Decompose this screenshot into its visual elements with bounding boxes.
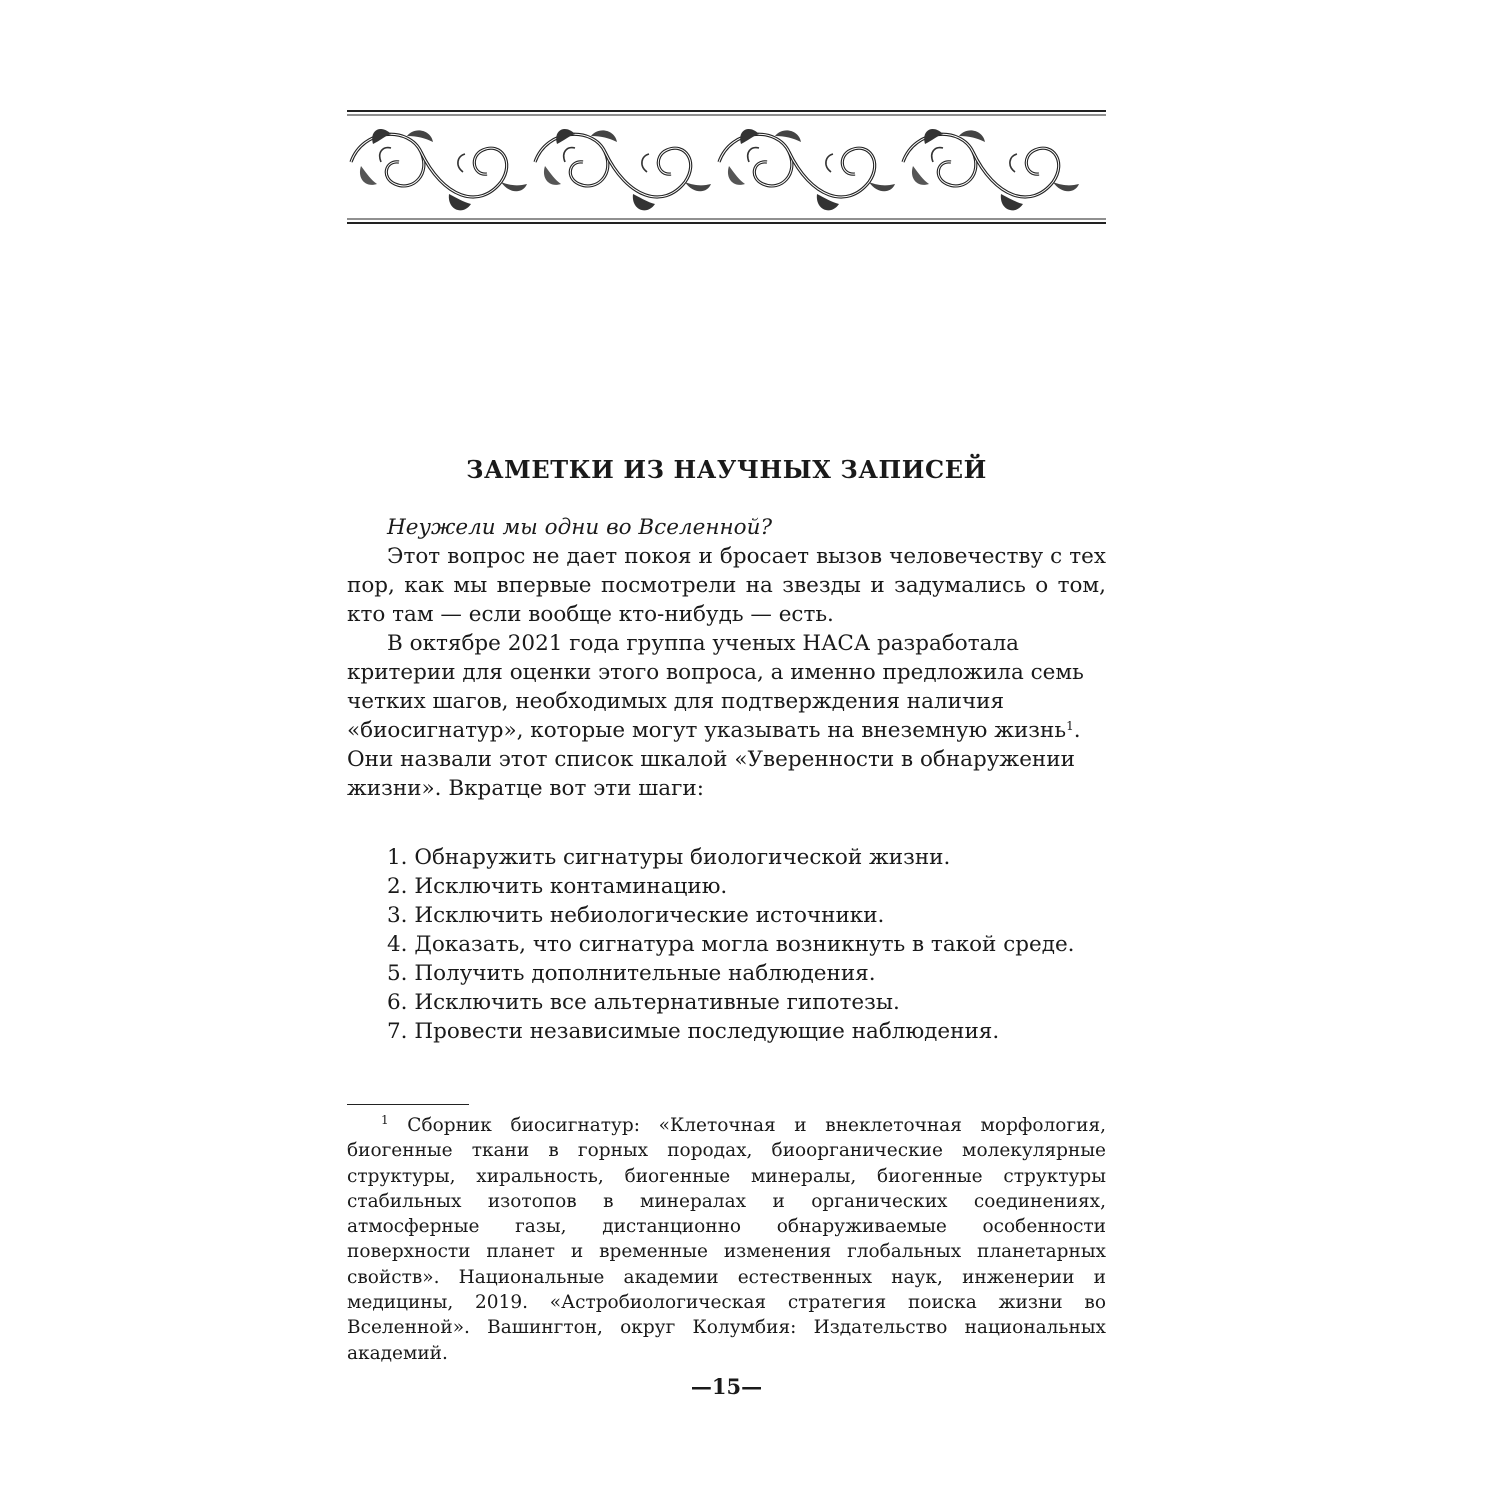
footnote-text: Сборник биосигнатур: «Клеточная и внеклеточная морфология, биогенные ткани в горных породах, биоорганические молекулярные структуры, хиральность, биогенные минералы, биогенные структуры стабильных изотопов в минералах и органических соединениях, атмосферные газы, дистанционно обнаруживаемые особенности поверхности планет и временные изменения глобальных планетарных свойств». Национальные академии естественных наук, инженерии и медицины, 2019. «Астробиологическая стратегия поиска жизни во Вселенной». Вашингтон, округ Колумбия: Издательство национальных академий. — [347, 1115, 1106, 1364]
footnote-paragraph — [347, 1113, 1106, 1366]
list-item: 2. Исключить контаминацию. — [387, 874, 728, 899]
list-item: 4. Доказать, что сигнатура могла возникнуть в такой среде. — [387, 932, 1075, 957]
opening-question: Неужели мы одни во Вселенной? — [387, 515, 772, 540]
list-item: 1. Обнаружить сигнатуры биологической жизни. — [387, 845, 951, 870]
footnote-reference: 1 — [1066, 719, 1074, 733]
paragraph-1: Этот вопрос не дает покоя и бросает вызов человечеству с тех пор, как мы впервые посмотрели на звезды и задумались о том, кто там — если вообще кто-нибудь — есть. — [347, 544, 1106, 627]
list-item: 5. Получить дополнительные наблюдения. — [387, 961, 876, 986]
footnote-divider — [347, 1104, 469, 1105]
paragraph-2-part-1: В октябре 2021 года группа ученых НАСА разработала критерии для оценки этого вопроса, а именно предложила семь четких шагов, необходимых для подтверждения наличия «биосигнатур», которые могут указывать на внеземную жизнь — [347, 631, 1084, 743]
ornament-header-icon — [347, 108, 1106, 226]
page-number: —15— — [690, 1374, 763, 1399]
footnote-marker: 1 — [381, 1113, 389, 1127]
footnote — [347, 1113, 1106, 1366]
list-item: 7. Провести независимые последующие наблюдения. — [387, 1019, 1000, 1044]
paragraph-2-part-2: . Они назвали этот список шкалой «Уверенности в обнаружении жизни». Вкратце вот эти шаги: — [347, 718, 1081, 801]
body-text — [347, 513, 1106, 1046]
list-item: 3. Исключить небиологические источники. — [387, 903, 885, 928]
paragraph-2 — [347, 629, 1106, 803]
chapter-title: ЗАМЕТКИ ИЗ НАУЧНЫХ ЗАПИСЕЙ — [466, 455, 987, 484]
steps-list — [347, 843, 1106, 1046]
list-item: 6. Исключить все альтернативные гипотезы. — [387, 990, 900, 1015]
